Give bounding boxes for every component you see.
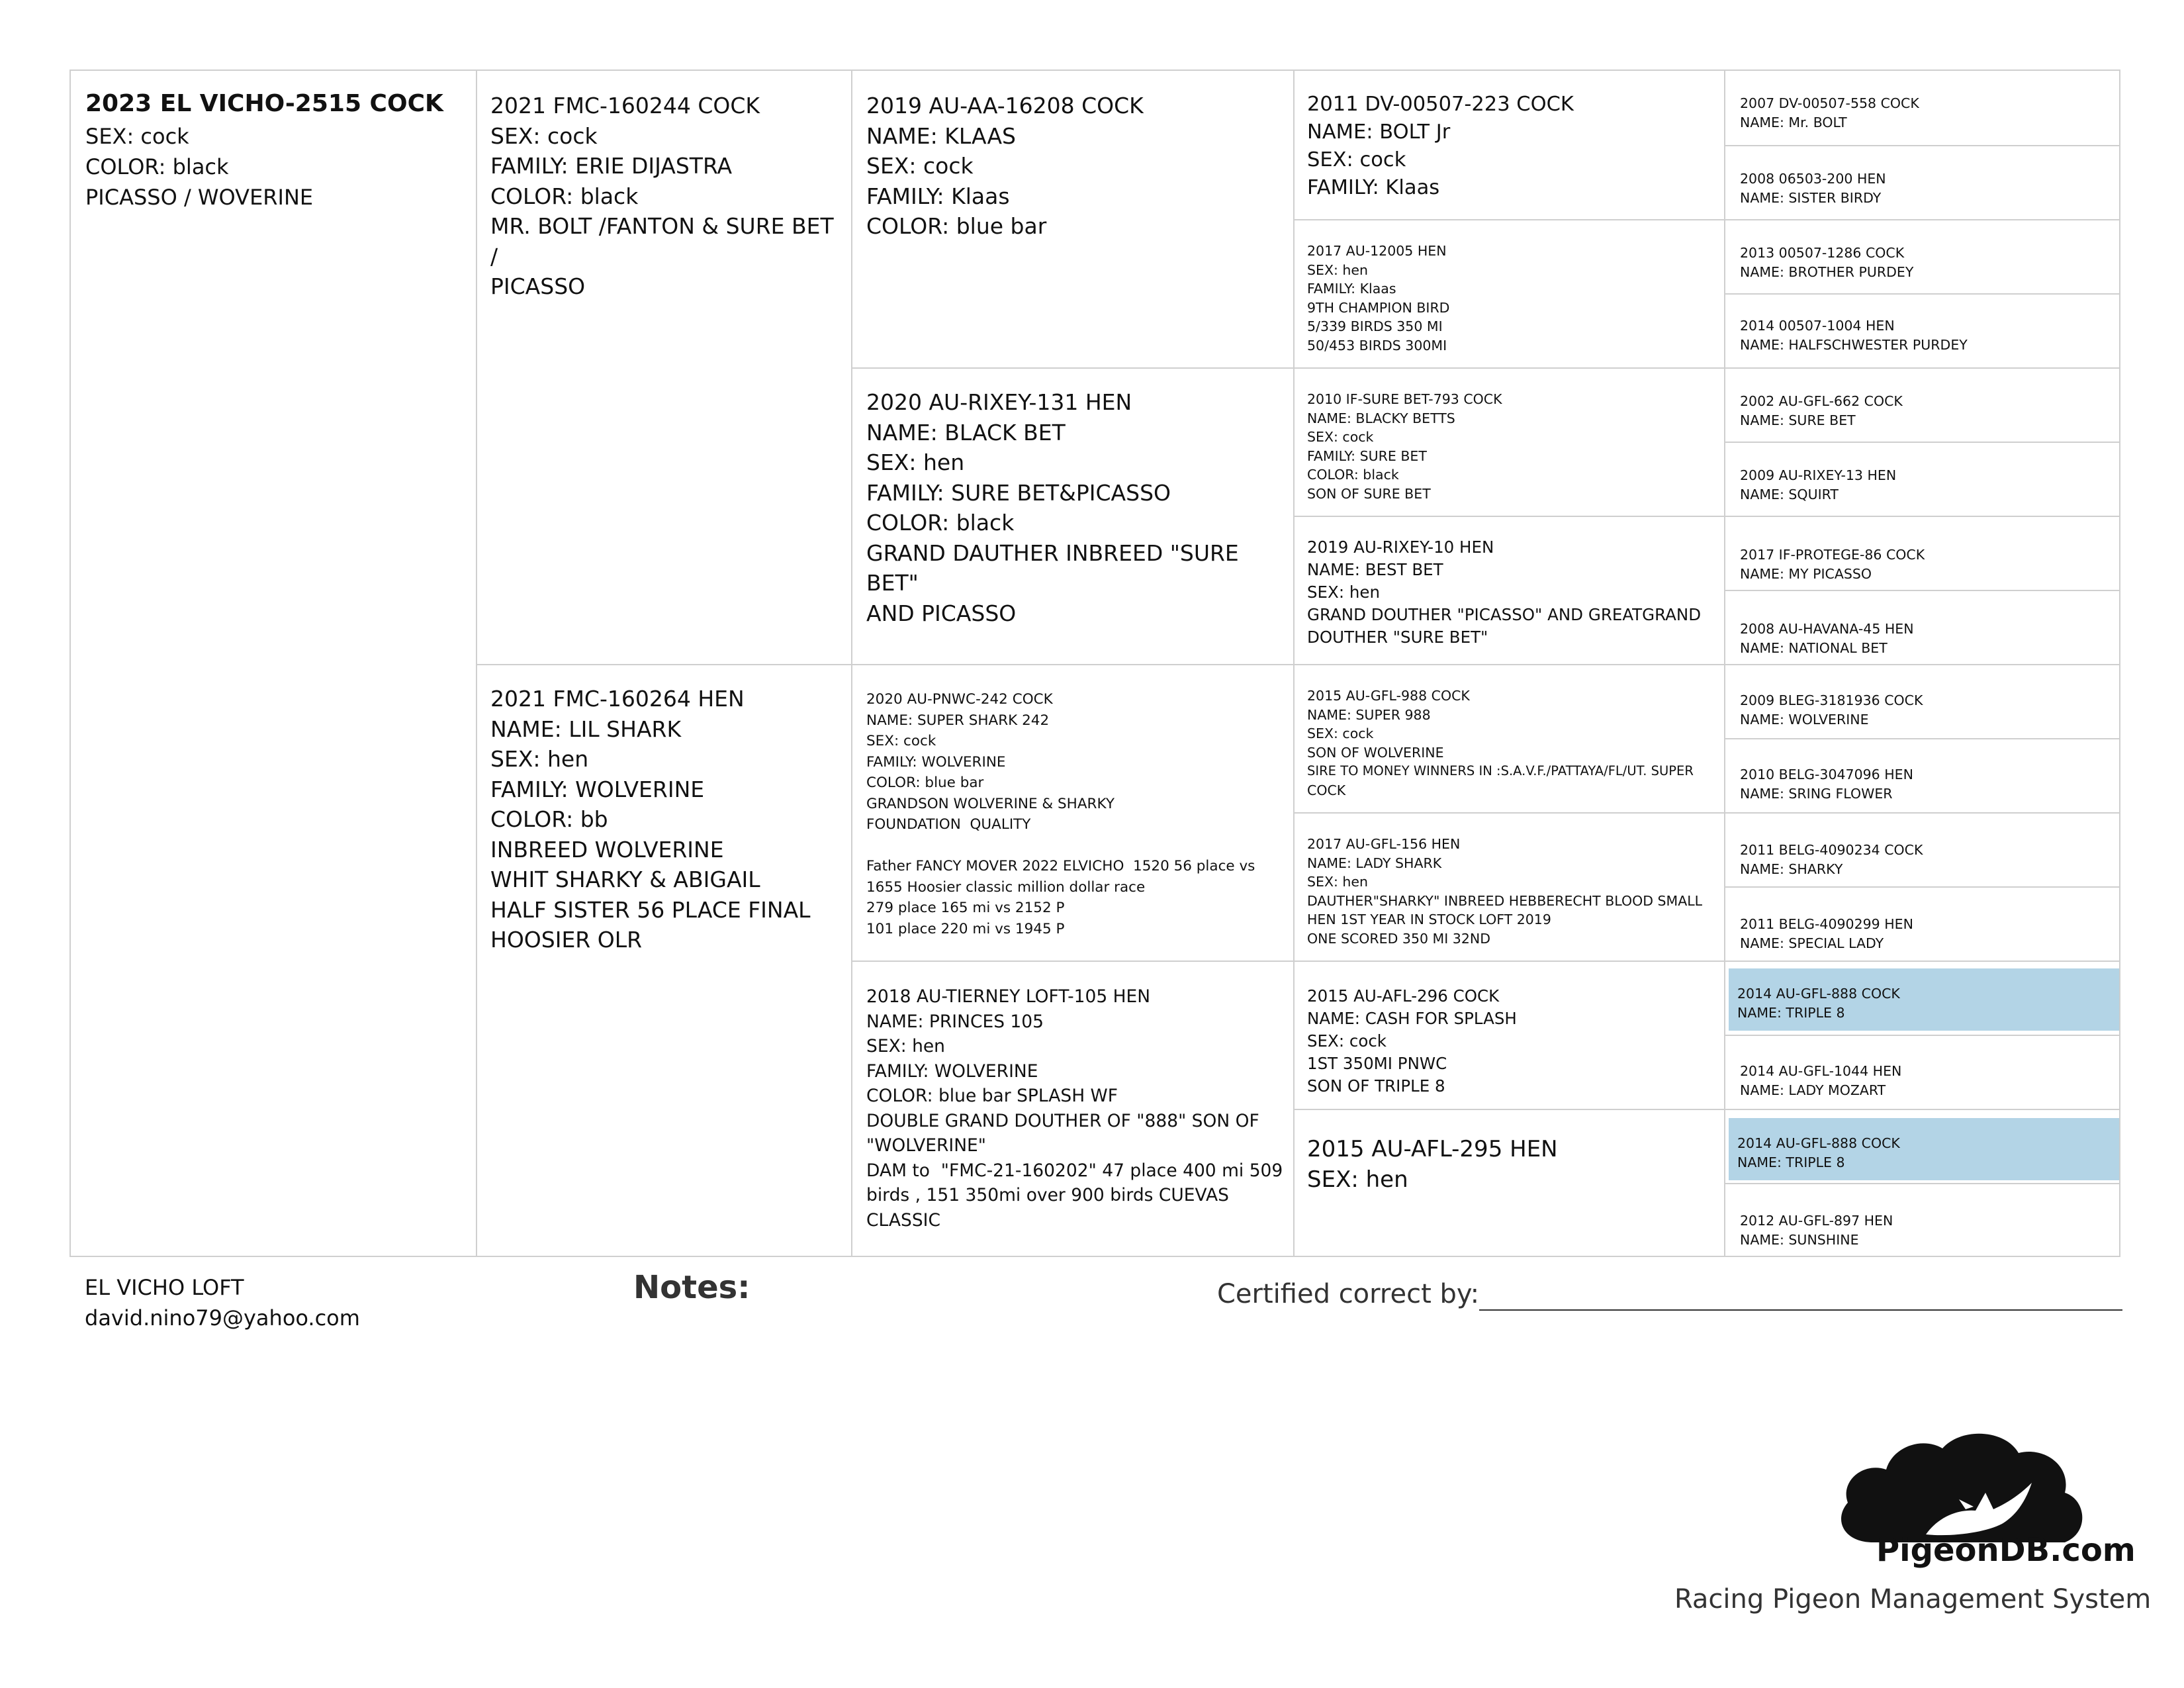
pedigree-line: FOUNDATION QUALITY	[866, 816, 1031, 833]
dam-line: NAME: LIL SHARK	[490, 716, 682, 742]
pedigree-line: 2020 AU-PNWC-242 COCK	[866, 691, 1053, 708]
grid-line	[1724, 71, 1725, 1256]
grandparent-card	[866, 689, 1290, 939]
pedigree-line: FAMILY: Klaas	[1307, 281, 1396, 297]
pedigree-line: COLOR: black	[1307, 467, 1399, 483]
grandparent-card	[866, 387, 1290, 628]
gen5-card	[1732, 596, 2115, 661]
pedigree-line: 2019 AU-AA-16208 COCK	[866, 93, 1144, 118]
dam-line: 2021 FMC-160264 HEN	[490, 686, 745, 712]
sire-line: COLOR: black	[490, 183, 639, 209]
pedigree-line: NAME: BOLT Jr	[1307, 120, 1451, 144]
pedigree-line: SEX: cock	[1307, 148, 1406, 171]
gen5-card	[1732, 152, 2115, 216]
great-grandparent-card	[1307, 985, 1717, 1098]
pedigree-line: 1ST 350MI PNWC	[1307, 1054, 1447, 1073]
pedigree-line: 2017 AU-GFL-156 HEN	[1307, 836, 1461, 852]
grid-line	[1293, 71, 1295, 1256]
sire-line: 2021 FMC-160244 COCK	[490, 93, 760, 118]
loft-name: EL VICHO LOFT	[85, 1275, 244, 1300]
pedigree-line: 2010 BELG-3047096 HEN	[1740, 767, 1913, 782]
gen5-card	[1732, 226, 2115, 291]
pedigree-line: NAME: CASH FOR SPLASH	[1307, 1009, 1517, 1028]
pedigree-line: 1655 Hoosier classic million dollar race	[866, 878, 1146, 896]
pedigree-line: NAME: BROTHER PURDEY	[1740, 263, 1914, 280]
subject-line: SEX: cock	[85, 124, 189, 149]
grid-line	[1724, 1035, 2120, 1036]
pedigree-line: SIRE TO MONEY WINNERS IN :S.A.V.F./PATTAYA/FL/UT. SUPER	[1307, 763, 1694, 778]
pedigree-line: DOUTHER "SURE BET"	[1307, 628, 1488, 647]
pedigree-line: 2015 AU-AFL-295 HEN	[1307, 1136, 1558, 1162]
subject-line: PICASSO / WOVERINE	[85, 185, 314, 210]
logo-tagline: Racing Pigeon Management System	[1674, 1584, 2152, 1615]
pedigree-line: FAMILY: SURE BET	[1307, 447, 1427, 464]
pedigree-line: 5/339 BIRDS 350 MI	[1307, 318, 1443, 334]
pedigree-line: NAME: SHARKY	[1740, 861, 1843, 877]
sire-line: SEX: cock	[490, 122, 598, 149]
pedigree-line: birds , 151 350mi over 900 birds CUEVAS	[866, 1185, 1229, 1205]
pedigree-line: SEX: hen	[1307, 874, 1369, 890]
pedigree-line: NAME: PRINCES 105	[866, 1011, 1044, 1032]
pedigree-line: NAME: TRIPLE 8	[1737, 1154, 1845, 1170]
grid-line	[1724, 738, 2120, 739]
subject-bird-card	[85, 87, 469, 212]
loft-email: david.nino79@yahoo.com	[85, 1305, 360, 1331]
great-grandparent-card	[1307, 536, 1717, 649]
pedigree-line: HEN 1ST YEAR IN STOCK LOFT 2019	[1307, 912, 1551, 927]
pedigree-line: 2011 BELG-4090299 HEN	[1740, 916, 1913, 932]
pedigree-line: 279 place 165 mi vs 2152 P	[866, 900, 1065, 916]
pedigree-line: "WOLVERINE"	[866, 1135, 986, 1156]
pedigree-line: SON OF WOLVERINE	[1307, 744, 1444, 761]
pedigree-line: 2011 BELG-4090234 COCK	[1740, 842, 1923, 858]
pedigree-line: 2014 AU-GFL-1044 HEN	[1740, 1063, 1902, 1079]
pedigree-line: 9TH CHAMPION BIRD	[1307, 299, 1450, 316]
pedigree-line: SEX: hen	[866, 449, 965, 475]
pedigree-line: NAME: KLAAS	[866, 122, 1016, 149]
loft-info	[85, 1272, 360, 1333]
dam-line: SEX: hen	[490, 746, 589, 772]
pedigree-line: SEX: hen	[1307, 583, 1380, 602]
pedigree-line: NAME: LADY MOZART	[1740, 1082, 1886, 1098]
signature-line	[1479, 1309, 2122, 1311]
pedigree-line: SON OF TRIPLE 8	[1307, 1076, 1445, 1096]
gen5-card	[1732, 300, 2115, 365]
logo-name: PigeonDB.com	[1876, 1532, 2136, 1569]
pedigree-line: 2010 IF-SURE BET-793 COCK	[1307, 391, 1502, 407]
grid-line	[1724, 590, 2120, 591]
pedigree-line: FAMILY: Klaas	[1307, 176, 1440, 199]
pedigree-line: SEX: hen	[866, 1036, 945, 1056]
sire-card	[490, 91, 848, 302]
pedigree-line: NAME: NATIONAL BET	[1740, 639, 1888, 656]
pedigree-line: NAME: SUPER SHARK 242	[866, 712, 1050, 729]
great-grandparent-card	[1307, 835, 1721, 948]
gen5-card	[1732, 77, 2115, 142]
pedigree-grid	[69, 70, 2120, 1257]
grid-line	[1293, 1109, 2120, 1110]
dam-card	[490, 684, 848, 955]
pedigree-line: NAME: SUPER 988	[1307, 706, 1431, 723]
gen5-card-highlighted	[1729, 1118, 2119, 1180]
great-grandparent-card	[1307, 390, 1717, 503]
pedigree-line: FAMILY: WOLVERINE	[866, 753, 1006, 771]
pedigree-line: SON OF SURE BET	[1307, 485, 1431, 502]
grandparent-card	[866, 984, 1290, 1233]
grid-line	[1293, 516, 2120, 517]
pedigree-line: NAME: Mr. BOLT	[1740, 114, 1847, 130]
pedigree-line: 2009 AU-RIXEY-13 HEN	[1740, 467, 1897, 483]
pedigree-line: NAME: BLACK BET	[866, 419, 1066, 445]
pedigree-line: COCK	[1307, 782, 1346, 798]
pedigree-line: SEX: cock	[866, 733, 936, 749]
pedigree-line: NAME: BLACKY BETTS	[1307, 410, 1455, 426]
pedigree-line: 2007 DV-00507-558 COCK	[1740, 95, 1919, 111]
dam-line: WHIT SHARKY & ABIGAIL	[490, 867, 760, 892]
gen5-card	[1732, 745, 2115, 810]
pedigree-line: GRAND DOUTHER "PICASSO" AND GREATGRAND	[1307, 605, 1702, 624]
pedigree-line: 2017 IF-PROTEGE-86 COCK	[1740, 547, 1925, 563]
pedigree-line: NAME: LADY SHARK	[1307, 855, 1442, 871]
pedigree-line	[866, 835, 1290, 857]
grid-line	[851, 367, 2120, 369]
pedigree-line: 2009 BLEG-3181936 COCK	[1740, 692, 1923, 708]
pedigree-line: 2020 AU-RIXEY-131 HEN	[866, 389, 1132, 415]
certified-label: Certified correct by:	[1217, 1279, 1480, 1309]
grid-line	[1724, 293, 2120, 295]
grid-line	[851, 961, 2120, 962]
pedigree-line: 2015 AU-AFL-296 COCK	[1307, 986, 1500, 1006]
pedigree-line: FAMILY: SURE BET&PICASSO	[866, 479, 1171, 506]
grandparent-card	[866, 91, 1290, 242]
pedigree-line: 2008 06503-200 HEN	[1740, 171, 1886, 187]
pedigree-line: 2018 AU-TIERNEY LOFT-105 HEN	[866, 986, 1151, 1007]
gen5-card-highlighted	[1729, 968, 2119, 1031]
pedigree-line: GRAND DAUTHER INBREED "SURE BET"	[866, 539, 1246, 596]
grid-line	[1724, 145, 2120, 146]
pedigree-line: DOUBLE GRAND DOUTHER OF "888" SON OF	[866, 1110, 1259, 1131]
sire-line: PICASSO	[490, 273, 586, 299]
pedigree-line: Father FANCY MOVER 2022 ELVICHO 1520 56 place vs	[866, 858, 1255, 874]
pedigree-line: COLOR: blue bar	[866, 213, 1047, 239]
pedigree-line: CLASSIC	[866, 1209, 940, 1231]
subject-line: 2023 EL VICHO-2515 COCK	[85, 90, 443, 117]
dam-line: HALF SISTER 56 PLACE FINAL	[490, 896, 811, 923]
pedigree-line: COLOR: blue bar SPLASH WF	[866, 1086, 1118, 1106]
grid-line	[1293, 219, 2120, 220]
pedigree-line: NAME: SISTER BIRDY	[1740, 189, 1882, 206]
great-grandparent-card	[1307, 1134, 1717, 1195]
dam-line: COLOR: bb	[490, 806, 608, 832]
pedigree-line: NAME: HALFSCHWESTER PURDEY	[1740, 336, 1968, 353]
pedigree-line: 2011 DV-00507-223 COCK	[1307, 93, 1574, 116]
pedigree-line: 2002 AU-GFL-662 COCK	[1740, 393, 1903, 409]
grid-line	[1724, 442, 2120, 443]
pedigree-line: 2014 AU-GFL-888 COCK	[1737, 986, 1900, 1002]
grid-line	[1293, 812, 2120, 814]
pedigree-line: DAM to "FMC-21-160202" 47 place 400 mi 509	[866, 1160, 1283, 1181]
pedigree-line: ONE SCORED 350 MI 32ND	[1307, 930, 1491, 947]
gen5-card	[1732, 448, 2115, 513]
gen5-card	[1732, 1041, 2115, 1106]
pedigree-line: FAMILY: WOLVERINE	[866, 1060, 1038, 1082]
gen5-card	[1732, 893, 2115, 958]
pedigree-line: 2012 AU-GFL-897 HEN	[1740, 1213, 1893, 1229]
sire-line: MR. BOLT /FANTON & SURE BET /	[490, 213, 841, 269]
pedigree-line: NAME: SRING FLOWER	[1740, 785, 1893, 802]
pedigree-line: 50/453 BIRDS 300MI	[1307, 337, 1447, 353]
pedigree-line: NAME: SPECIAL LADY	[1740, 935, 1884, 951]
pedigree-line: FAMILY: Klaas	[866, 183, 1010, 209]
pedigree-line: SEX: cock	[1307, 726, 1374, 741]
pedigree-line: NAME: SUNSHINE	[1740, 1231, 1859, 1248]
subject-line: COLOR: black	[85, 154, 229, 179]
pedigree-line: NAME: SURE BET	[1740, 412, 1856, 428]
gen5-card	[1732, 522, 2115, 587]
pedigree-line: 2008 AU-HAVANA-45 HEN	[1740, 621, 1914, 637]
pedigree-line: NAME: MY PICASSO	[1740, 565, 1872, 582]
grid-line	[476, 664, 2120, 665]
pedigree-line: COLOR: black	[866, 510, 1015, 536]
pedigree-line: NAME: TRIPLE 8	[1737, 1004, 1845, 1021]
grid-line	[1724, 886, 2120, 888]
grid-line	[476, 71, 477, 1256]
pedigree-line: SEX: hen	[1307, 261, 1369, 278]
pedigree-line: 2017 AU-12005 HEN	[1307, 243, 1447, 259]
pedigree-line: 2019 AU-RIXEY-10 HEN	[1307, 538, 1494, 557]
pedigree-line: 101 place 220 mi vs 1945 P	[866, 920, 1065, 937]
grid-line	[851, 71, 852, 1256]
pedigree-line: SEX: cock	[1307, 429, 1374, 445]
great-grandparent-card	[1307, 686, 1721, 800]
notes-label: Notes:	[633, 1269, 751, 1306]
gen5-card	[1732, 819, 2115, 884]
pedigree-line: NAME: SQUIRT	[1740, 486, 1839, 502]
grid-line	[1724, 1183, 2120, 1184]
pedigree-line: SEX: cock	[866, 153, 974, 179]
gen5-card	[1732, 374, 2115, 439]
great-grandparent-card	[1307, 91, 1717, 202]
pedigree-line: 2013 00507-1286 COCK	[1740, 245, 1905, 261]
pedigree-line: NAME: WOLVERINE	[1740, 711, 1869, 727]
pedigree-line: COLOR: blue bar	[866, 774, 984, 791]
sire-line: FAMILY: ERIE DIJASTRA	[490, 153, 733, 179]
pedigree-line: SEX: cock	[1307, 1031, 1387, 1051]
dam-line: INBREED WOLVERINE	[490, 836, 724, 863]
dam-line: FAMILY: WOLVERINE	[490, 776, 705, 802]
pedigree-line: 2015 AU-GFL-988 COCK	[1307, 688, 1470, 704]
gen5-card	[1732, 1190, 2115, 1254]
great-grandparent-card	[1307, 242, 1717, 355]
pedigree-line: SEX: hen	[1307, 1166, 1408, 1193]
pedigree-line: 2014 00507-1004 HEN	[1740, 318, 1895, 334]
pedigree-line: NAME: BEST BET	[1307, 560, 1443, 579]
dam-line: HOOSIER OLR	[490, 927, 643, 953]
pedigree-line: 2014 AU-GFL-888 COCK	[1737, 1135, 1900, 1151]
pedigree-line: AND PICASSO	[866, 600, 1017, 626]
gen5-card	[1732, 671, 2115, 735]
pedigree-line: DAUTHER"SHARKY" INBREED HEBBERECHT BLOOD SMALL	[1307, 892, 1703, 909]
pedigree-line: GRANDSON WOLVERINE & SHARKY	[866, 795, 1115, 812]
